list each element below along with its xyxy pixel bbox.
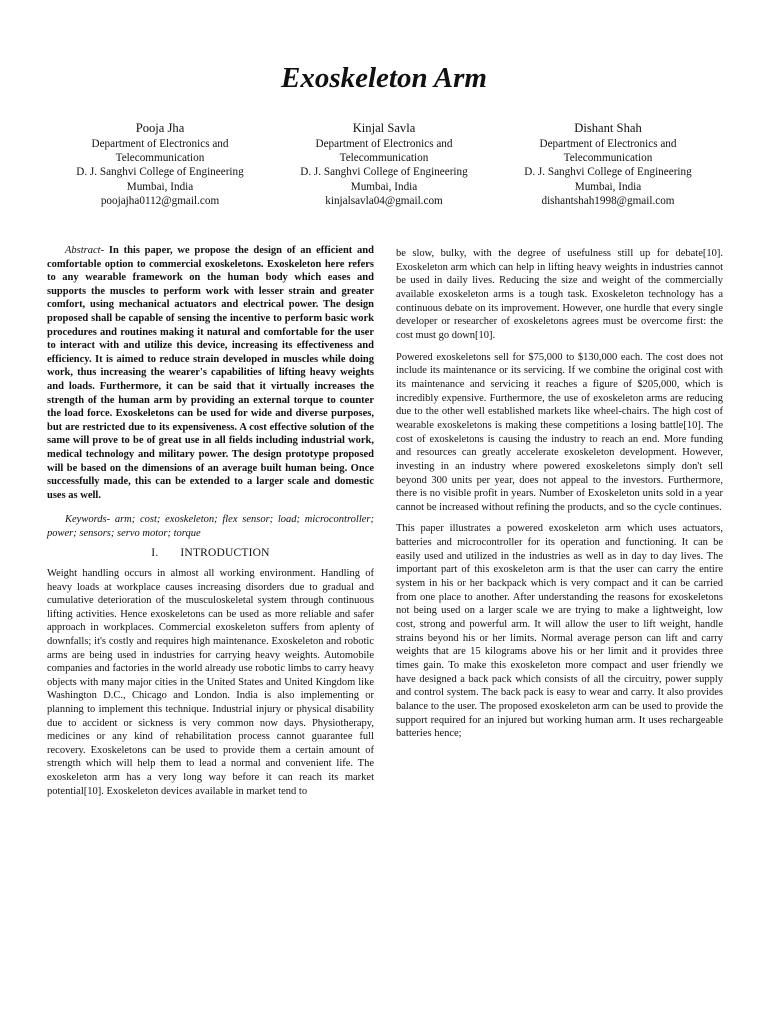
- section-number: I.: [151, 547, 159, 560]
- abstract-text: In this paper, we propose the design of an efficient and comfortable option to commercial exoskeletons. Exoskeleton here refers to any wearable framework on the human body which eases and supports the muscles to perform work with lesser strain and greater comfort, using mechanical actuators and electrical power. The design proposed shall be capable of sensing the incentive to perform basic work procedures and routines making it natural and comfortable for the user to interact with and utilize this device, increasing its effectiveness and efficiency. It is aimed to reduce strain developed in muscles while doing work, thus increasing the wearer's capabilities of lifting heavy weights and loads. Furthermore, it can be said that it virtually increases the strength of the human arm by providing an external torque to counter the load force. Exoskeletons can be used for wide and diverse purposes, but are restricted due to its expensiveness. A cost effective solution of the same will prove to be of great use in all fields including industrial work, medical technology and military power. The design prototype proposed will be based on the dimensions of an average built human being. Once successfully made, this can be extended to a larger scale and domestic uses as well.: [47, 245, 374, 501]
- body-paragraph: This paper illustrates a powered exoskeleton arm which uses actuators, batteries and microcontroller for its operation and functioning. It can be easily used and utilized in the industries as well as in day to day lives. The important part of this exoskeleton arm is that the user can carry the entire system in his or her backpack which is very compact and it can be carried from one place to another. After understanding the reasons for exoskeletons not being used on a larger scale we are trying to make a lightweight, low cost, strong and powerful arm. It will allow the user to lift weight, handle strains beyond his or her limits. Normal average person can lift and carry weights that are 15 kilograms above his or her limit and it provides three times gain. To make this exoskeleton more compact and user friendly we have designed a back pack which consists of all the circuitry, power supply and control system. The back pack is easy to wear and carry. It also provides balance to the user. The proposed exoskeleton arm can be used to provide the support required for an injured but working human arm. It uses rechargeable batteries hence;: [396, 523, 723, 740]
- abstract-label: Abstract-: [65, 245, 105, 256]
- author-2: [272, 120, 496, 208]
- left-column: [47, 244, 374, 798]
- keywords-text: arm; cost; exoskeleton; flex sensor; load; microcontroller; power; sensors; servo motor; torque: [47, 514, 374, 539]
- author-location: Mumbai, India: [574, 180, 642, 193]
- author-college: D. J. Sanghvi College of Engineering: [76, 166, 244, 179]
- keywords: [47, 513, 374, 540]
- keywords-label: Keywords-: [65, 514, 111, 526]
- author-department: Department of Electronics and: [91, 138, 229, 150]
- intro-paragraph: Weight handling occurs in almost all working environment. Handling of heavy loads at workplace causes increasing disorders due to gradual and cumulative deterioration of the musculoskeletal system through continuous lifting activities. Hence exoskeletons can be used as more reliable and safer approach in workplaces. Commercial exoskeleton suffers from aplenty of downfalls; it's costly and requires high maintenance. Exoskeleton and robotic arms are being used in industries for carrying heavy weights. Automobile companies and factories in the world already use robotic limbs to carry heavy objects with many major cities in the United States and United Kingdom like Washington D.C., Chicago and London. India is also implementing or planning to implement this technique. Industrial injury or physical disability due to accident or sickness is very common now days. Physiotherapy, medicines or any kind of rehabilitation process cannot guarantee full recovery. Exoskeletons can be used to provide them a certain amount of strength which will help them to lead a normal and convenient life. The exoskeleton arm has a very long way before it can reach its market potential[10]. Exoskeleton devices available in market tend to: [47, 568, 374, 797]
- author-location: Mumbai, India: [350, 180, 418, 193]
- section-title: INTRODUCTION: [180, 547, 270, 560]
- paper-title: Exoskeleton Arm: [281, 62, 487, 94]
- author-name: Dishant Shah: [574, 121, 642, 135]
- author-college: D. J. Sanghvi College of Engineering: [300, 166, 468, 179]
- author-department: Department of Electronics and: [315, 138, 453, 150]
- author-location: Mumbai, India: [126, 180, 194, 193]
- author-department: Telecommunication: [115, 152, 205, 165]
- section-heading: [47, 547, 374, 561]
- author-department: Department of Electronics and: [539, 138, 677, 150]
- author-3: [496, 120, 720, 208]
- author-department: Telecommunication: [339, 152, 429, 165]
- author-name: Kinjal Savla: [352, 121, 416, 135]
- author-block: [48, 120, 720, 208]
- author-1: [48, 120, 272, 208]
- author-college: D. J. Sanghvi College of Engineering: [524, 166, 692, 179]
- abstract: [47, 244, 374, 502]
- author-email: dishantshah1998@gmail.com: [541, 194, 675, 207]
- author-name: Pooja Jha: [135, 121, 185, 135]
- body-paragraph: Powered exoskeletons sell for $75,000 to $130,000 each. The cost does not include its maintenance or its servicing. If we combine the original cost with its maintenance and servicing it reaches a figure of $205,000, which is incredibly expensive. Furthermore, the use of exoskeleton arms are reducing due to the other well established markets like wheel-chairs. The high cost of wearable exoskeletons is making these competitions a losing battle[10]. The cost of exoskeletons is causing the industry to reach an end. More funding and resources can greatly accelerate exoskeleton development. However, investing in an industry where powered exoskeletons simply don't sell beyond 300 units per year, does not appeal to the investors. Furthermore, there is no visible profit in years. Number of Exoskeleton units sold in a year cannot be increased without refining the products, and so the cycle continues.: [396, 351, 723, 513]
- author-department: Telecommunication: [563, 152, 653, 165]
- author-email: kinjalsavla04@gmail.com: [325, 194, 443, 207]
- author-email: poojajha0112@gmail.com: [100, 194, 220, 207]
- body-paragraph: be slow, bulky, with the degree of usefulness still up for debate[10]. Exoskeleton arm which can help in lifting heavy weights in industries cannot be used in daily lives. Reducing the size and weight of the commercially available exoskeleton arms is a tough task. Exoskeleton technology has a continuous debate on its improvement. However, one hurdle that every single developer or researcher of exoskeletons agrees must be overcome first: the cost must go down[10].: [396, 248, 723, 341]
- right-column: [396, 247, 723, 741]
